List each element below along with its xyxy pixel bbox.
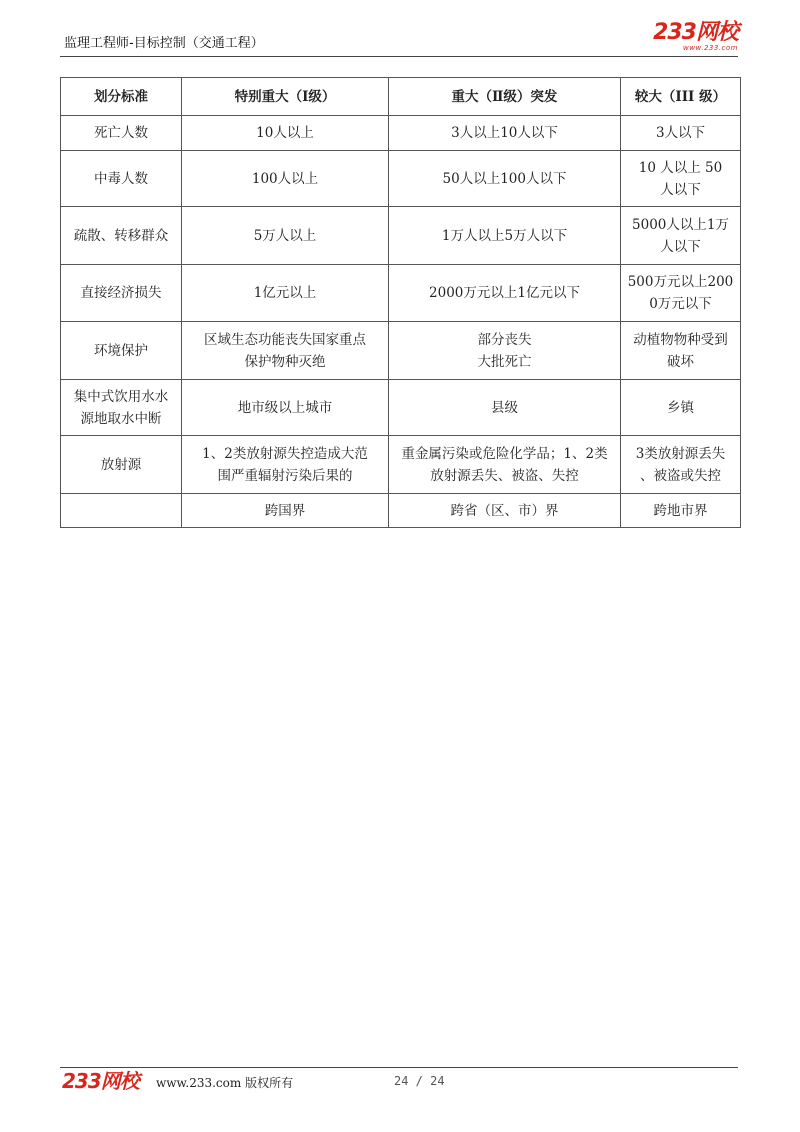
- brand-logo[interactable]: [653, 22, 738, 52]
- table-cell: [621, 436, 741, 494]
- table-cell: [61, 151, 182, 207]
- cell-text: 5000人以上1万: [632, 216, 729, 233]
- table-cell: [182, 494, 389, 528]
- cell-text: 破坏: [667, 353, 694, 370]
- cell-text: 3人以下: [655, 125, 706, 141]
- cell-text: 重金属污染或危险化学品；1、2类: [401, 445, 608, 462]
- cell-text: 1亿元以上: [253, 285, 317, 301]
- cell-text: 乡镇: [667, 399, 694, 416]
- table-cell: [61, 116, 182, 151]
- table-cell: [621, 380, 741, 436]
- table-cell: [389, 151, 621, 207]
- table-cell: [389, 265, 621, 322]
- table-cell: [182, 151, 389, 207]
- table-cell: [182, 265, 389, 322]
- table-cell: [621, 322, 741, 380]
- footer-logo[interactable]: [62, 1071, 139, 1091]
- table-row: [61, 207, 741, 265]
- cell-text: 跨国界: [264, 502, 306, 519]
- table-row: [61, 265, 741, 322]
- cell-text: 3人以上10人以下: [451, 125, 558, 141]
- table-cell: [389, 380, 621, 436]
- cell-text: 100人以上: [251, 170, 319, 187]
- cell-text: 源地取水中断: [80, 410, 162, 427]
- table-cell: [621, 207, 741, 265]
- cell-text: 地市级以上城市: [237, 399, 333, 416]
- cell-text: 县级: [491, 399, 518, 416]
- table-cell: [389, 436, 621, 494]
- table-cell: [61, 322, 182, 380]
- logo-text: 233网校: [653, 20, 738, 45]
- table-cell: [389, 322, 621, 380]
- table-row: [61, 151, 741, 207]
- document-title: 监理工程师-目标控制（交通工程）: [64, 36, 264, 51]
- cell-text: 中毒人数: [94, 170, 148, 187]
- cell-text: 集中式饮用水水: [73, 388, 169, 405]
- footer-logo-text: 233网校: [62, 1069, 139, 1093]
- table-row: [61, 322, 741, 380]
- table-row: [61, 436, 741, 494]
- cell-text: 保护物种灭绝: [244, 353, 326, 370]
- cell-text: 50人以上100人以下: [442, 170, 567, 187]
- table-cell: [621, 151, 741, 207]
- header-level-1: 特别重大（I级）: [182, 78, 389, 116]
- cell-text: 人以下: [660, 181, 701, 198]
- table-row: [61, 494, 741, 528]
- table-cell: [621, 494, 741, 528]
- page-number: 24 / 24: [394, 1074, 445, 1088]
- cell-text: 围严重辐射污染后果的: [217, 467, 353, 484]
- table-row: [61, 116, 741, 151]
- cell-text: 动植物物种受到: [633, 331, 728, 348]
- table-cell: [621, 265, 741, 322]
- table-cell: [182, 116, 389, 151]
- table-cell: [389, 207, 621, 265]
- table-cell: [389, 494, 621, 528]
- cell-text: 放射源: [100, 456, 142, 473]
- cell-text: 1、2类放射源失控造成大范: [202, 445, 368, 462]
- cell-text: 0万元以下: [649, 296, 712, 312]
- table-cell: [621, 116, 741, 151]
- table-header-row: [61, 78, 741, 116]
- cell-text: 大批死亡: [477, 353, 532, 370]
- cell-text: 跨地市界: [653, 502, 708, 519]
- cell-text: 疏散、转移群众: [73, 227, 169, 244]
- cell-text: 跨省（区、市）界: [450, 502, 559, 519]
- cell-text: 放射源丢失、被盗、失控: [430, 467, 579, 484]
- table-cell: [182, 207, 389, 265]
- cell-text: 区域生态功能丧失国家重点: [204, 331, 366, 348]
- page-header: [60, 22, 738, 57]
- table-cell: [182, 436, 389, 494]
- table-cell: [61, 436, 182, 494]
- table-cell: [389, 116, 621, 151]
- cell-text: 500万元以上200: [627, 274, 734, 290]
- table-cell: [182, 322, 389, 380]
- copyright-text: www.233.com 版权所有: [156, 1076, 294, 1090]
- table-cell: [61, 207, 182, 265]
- page-footer: [60, 1067, 738, 1094]
- cell-text: 10人以上: [256, 125, 314, 141]
- cell-text: 3类放射源丢失: [635, 445, 726, 462]
- cell-text: 、被盗或失控: [640, 467, 721, 484]
- cell-text: 人以下: [660, 238, 701, 255]
- cell-text: 直接经济损失: [80, 285, 162, 301]
- cell-text: 死亡人数: [94, 125, 148, 141]
- header-criteria: 划分标准: [61, 78, 182, 116]
- cell-text: 部分丧失: [477, 331, 532, 348]
- logo-url: www.233.com: [683, 44, 738, 52]
- cell-text: 5万人以上: [253, 227, 317, 244]
- cell-text: 10 人以上 50: [638, 159, 723, 176]
- table-row: [61, 380, 741, 436]
- cell-text: 环境保护: [94, 342, 148, 359]
- emergency-classification-table: [60, 77, 741, 528]
- table-cell: [182, 380, 389, 436]
- header-level-2: 重大（Ⅱ级）突发: [389, 78, 621, 116]
- table-cell: [61, 494, 182, 528]
- header-level-3: 较大（III 级）: [621, 78, 741, 116]
- cell-text: 1万人以上5万人以下: [441, 227, 568, 244]
- table-cell: [61, 380, 182, 436]
- table-cell: [61, 265, 182, 322]
- cell-text: 2000万元以上1亿元以下: [429, 285, 580, 301]
